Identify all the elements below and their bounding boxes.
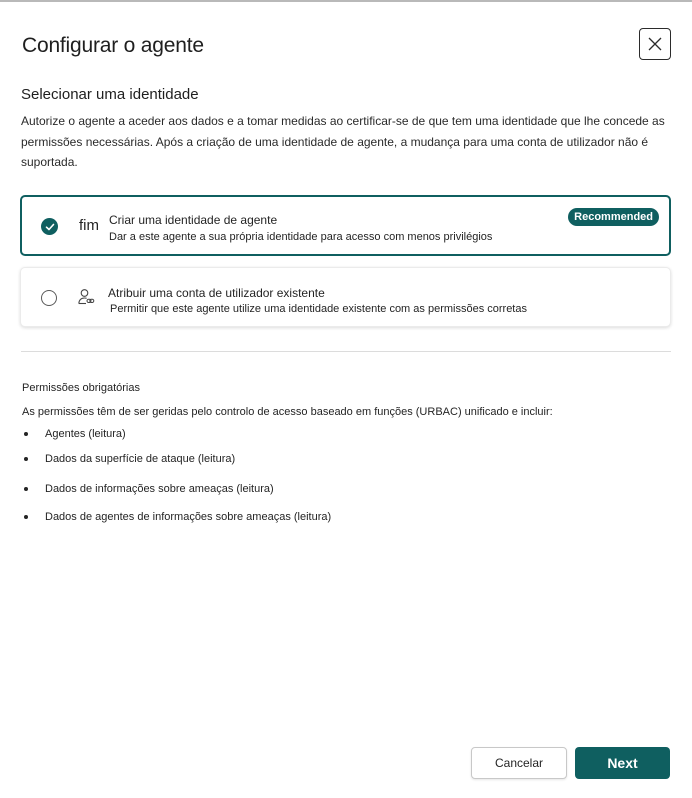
- user-link-icon: [77, 288, 95, 306]
- dialog-title: Configurar o agente: [22, 34, 204, 57]
- fim-icon: fim: [79, 217, 99, 234]
- recommended-badge: Recommended: [568, 208, 659, 226]
- selected-check-icon: [41, 218, 58, 235]
- close-button[interactable]: [639, 28, 671, 60]
- radio-button[interactable]: [41, 290, 57, 306]
- next-button[interactable]: Next: [575, 747, 670, 779]
- section-divider: [21, 351, 671, 352]
- option-title: Atribuir uma conta de utilizador existente: [108, 286, 325, 300]
- bullet-icon: [24, 432, 28, 436]
- option-create-agent-identity[interactable]: [20, 195, 671, 256]
- option-title: Criar uma identidade de agente: [109, 213, 278, 227]
- permissions-title: Permissões obrigatórias: [22, 382, 140, 394]
- option-subtitle: Permitir que este agente utilize uma identidade existente com as permissões corretas: [110, 303, 527, 315]
- bullet-icon: [24, 457, 28, 461]
- identity-section-title: Selecionar uma identidade: [21, 86, 199, 103]
- permissions-description: As permissões têm de ser geridas pelo controlo de acesso baseado em funções (URBAC) unificado e incluir:: [22, 406, 553, 418]
- close-icon: [648, 37, 662, 51]
- bullet-icon: [24, 487, 28, 491]
- bullet-icon: [24, 515, 28, 519]
- option-subtitle: Dar a este agente a sua própria identidade para acesso com menos privilégios: [109, 231, 493, 243]
- option-assign-existing-user[interactable]: [20, 267, 671, 327]
- configure-agent-dialog: Configurar o agente Selecionar uma identidade Autorize o agente a aceder aos dados e a tomar medidas ao certificar-se de que tem uma identidade que lhe concede as permissões necessárias. Após a criação de uma identidade de agente, a mudança para uma conta de utilizador não é suportada. fim Criar uma identidade de agente Dar a este agente a sua própria identidade para acesso com menos privilégios Recommended Atribuir uma conta de utilizador existente Permitir que este agente utilize uma identidade existente com as permissões corretas Permissões obrigatórias As permissões têm de ser geridas pelo controlo de acesso baseado em funções (URBAC) unificado e incluir: Agentes (leitura) Dados da superfície de ataque (leitura) Dados de informações sobre ameaças (leitura) Dados de agentes de informações sobre ameaças (leitura) Cancelar Next: [0, 0, 692, 798]
- cancel-button[interactable]: Cancelar: [471, 747, 567, 779]
- identity-description: Autorize o agente a aceder aos dados e a tomar medidas ao certificar-se de que tem uma identidade que lhe concede as permissões necessárias. Após a criação de uma identidade de agente, a mudança para uma conta de utilizador não é suportada.: [21, 114, 665, 169]
